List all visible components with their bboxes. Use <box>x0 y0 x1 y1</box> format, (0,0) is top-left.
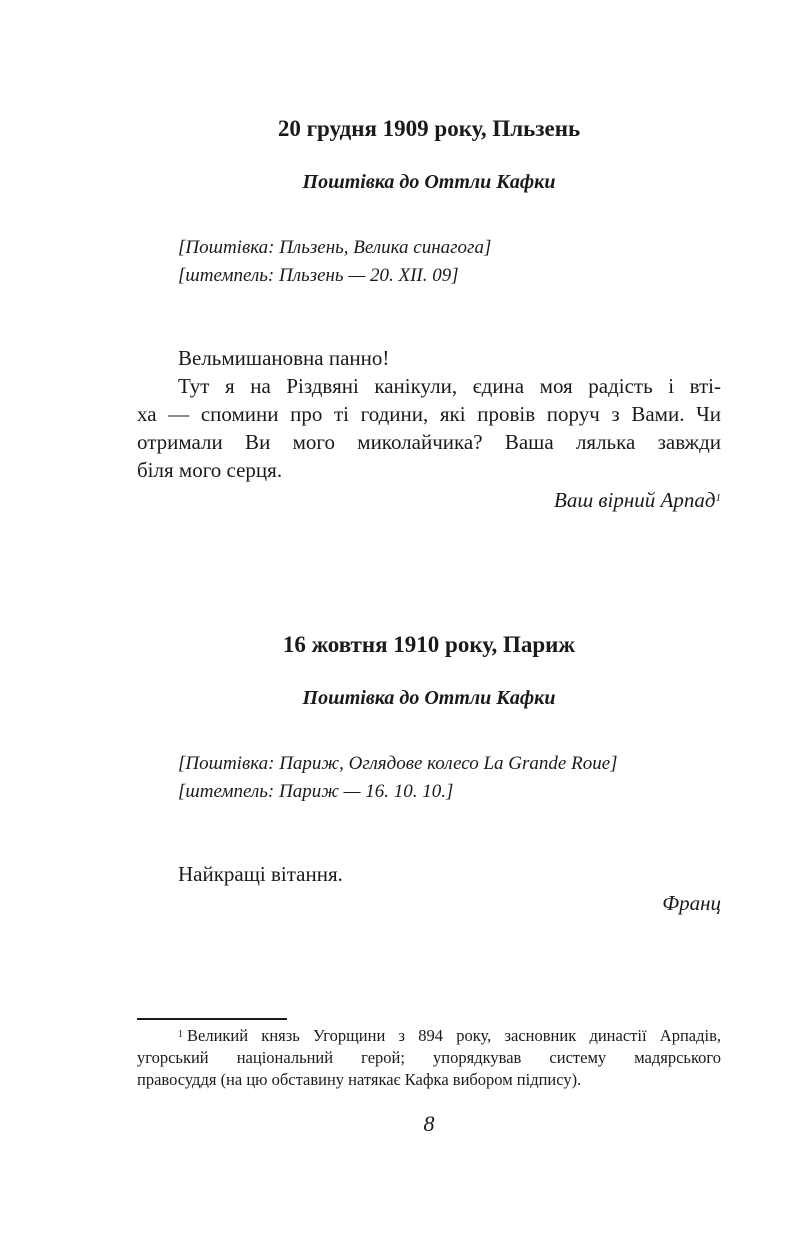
entry-1-subheading: Поштівка до Оттли Кафки <box>302 171 556 193</box>
entry-1-signature <box>554 486 721 514</box>
entry-1-body-line-1: Тут я на Різдвяні канікули, єдина моя радість і вті- <box>178 374 721 398</box>
entry-1-postmark-note: [штемпель: Пльзень — 20. XII. 09] <box>178 265 459 286</box>
footnote-reference: 1 <box>715 492 721 504</box>
entry-2-signature: Франц <box>662 891 721 915</box>
entry-1-postcard-note: [Поштівка: Пльзень, Велика синагога] <box>178 237 492 258</box>
entry-2-heading: 16 жовтня 1910 року, Париж <box>282 632 576 657</box>
page-number: 8 <box>423 1111 435 1136</box>
entry-1-body-line-3: отримали Ви мого миколайчика? Ваша лялька завжди <box>137 430 721 454</box>
entry-2-subheading: Поштівка до Оттли Кафки <box>302 687 556 709</box>
footnote-marker: 1 <box>178 1029 183 1040</box>
entry-1-salutation: Вельмишановна панно! <box>178 346 390 370</box>
entry-1-body-line-4: біля мого серця. <box>137 458 283 482</box>
footnote-line-2: угорський національний герой; упорядкував систему мадярського <box>137 1048 721 1067</box>
entry-1-body-line-2: ха — спомини про ті години, які провів поруч з Вами. Чи <box>137 402 721 426</box>
entry-1-heading: 20 грудня 1909 року, Пльзень <box>277 116 581 141</box>
footnote-divider <box>137 1018 287 1020</box>
entry-2-salutation: Найкращі вітання. <box>178 862 343 886</box>
entry-2-postcard-note: [Поштівка: Париж, Оглядове колесо La Grande Roue] <box>178 753 618 774</box>
footnote-line-3: правосуддя (на цю обставину натякає Кафка вибором підпису). <box>137 1070 582 1089</box>
footnote-line-1 <box>137 1025 721 1047</box>
entry-2-postmark-note: [штемпель: Париж — 16. 10. 10.] <box>178 781 454 802</box>
footnote-line-1-text: Великий князь Угорщини з 894 року, засновник династії Арпадів, <box>187 1026 721 1045</box>
entry-1-signature-text: Ваш вірний Арпад <box>554 488 716 512</box>
